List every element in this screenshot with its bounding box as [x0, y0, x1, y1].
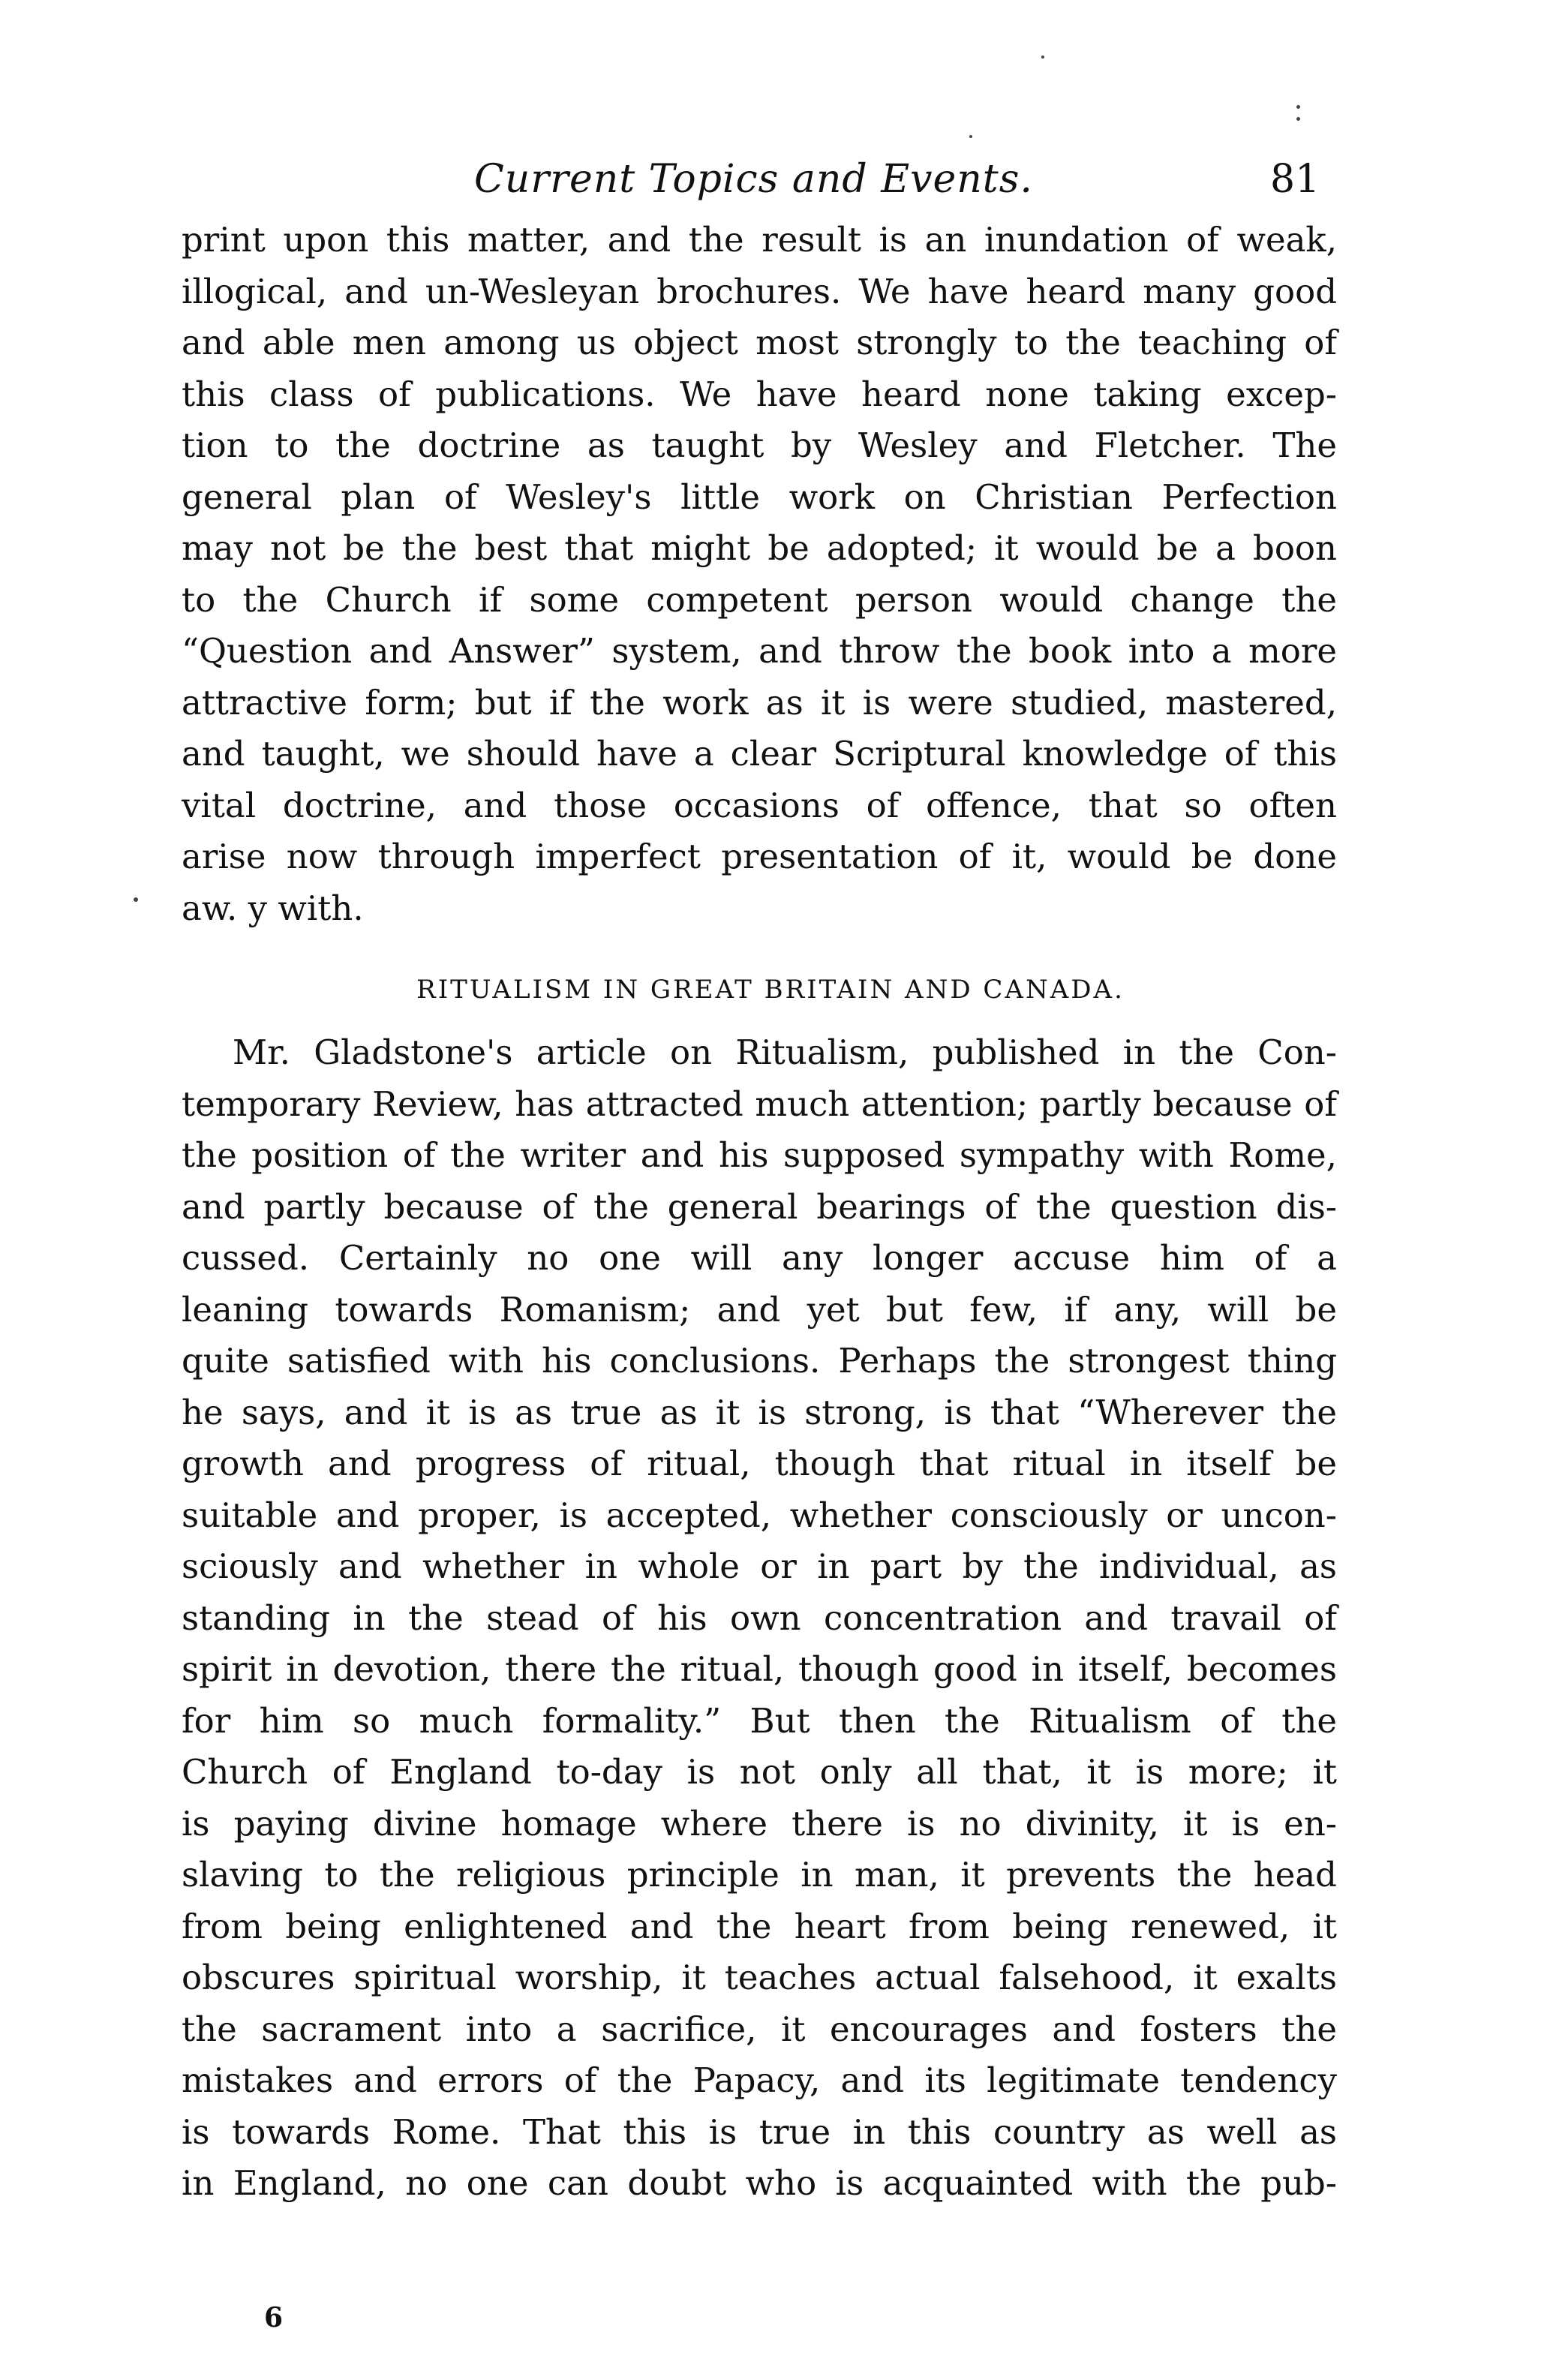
text-line: aw. y with. — [182, 888, 364, 928]
text-line: sciously and whether in whole or in part by the individual, as — [182, 1546, 1337, 1586]
text-line: suitable and proper, is accepted, whether consciously or uncon- — [182, 1495, 1337, 1535]
text-line: Church of England to-day is not only all that, it is more; it — [182, 1752, 1337, 1792]
text-line: “Question and Answer” system, and throw the book into a more — [182, 631, 1337, 671]
text-line: growth and progress of ritual, though that ritual in itself be — [182, 1444, 1337, 1483]
text-line: general plan of Wesley's little work on Christian Perfection — [182, 476, 1337, 517]
text-line: he says, and it is as true as it is strong, is that “Wherever the — [182, 1392, 1337, 1432]
text-line: slaving to the religious principle in man, it prevents the head — [182, 1855, 1337, 1895]
text-line: to the Church if some competent person would change the — [182, 579, 1337, 620]
section-heading: RITUALISM IN GREAT BRITAIN AND CANADA. — [416, 975, 1125, 1005]
running-title: Current Topics and Events. — [474, 157, 1033, 202]
text-line: vital doctrine, and those occasions of offence, that so often — [182, 785, 1337, 825]
text-line: Mr. Gladstone's article on Ritualism, published in the Con- — [233, 1032, 1337, 1072]
text-line: from being enlightened and the heart from being renewed, it — [182, 1906, 1337, 1946]
page-number: 81 — [1270, 157, 1320, 202]
text-line: the position of the writer and his supposed sympathy with Rome, — [182, 1135, 1337, 1175]
text-line: is paying divine homage where there is no divinity, it is en- — [182, 1803, 1337, 1844]
running-head — [0, 153, 1544, 206]
text-line: the sacrament into a sacrifice, it encourages and fosters the — [182, 2009, 1337, 2049]
text-line: in England, no one can doubt who is acquainted with the pub- — [182, 2163, 1337, 2203]
text-line: for him so much formality.” But then the Ritualism of the — [182, 1700, 1337, 1741]
text-line: temporary Review, has attracted much attention; partly because of — [182, 1083, 1337, 1124]
text-line: this class of publications. We have heard none taking excep- — [182, 374, 1337, 414]
text-line: arise now through imperfect presentation of it, would be done — [182, 837, 1337, 876]
text-line: leaning towards Romanism; and yet but few, if any, will be — [182, 1289, 1337, 1330]
text-line: illogical, and un-Wesleyan brochures. We have heard many good — [182, 271, 1337, 311]
text-line: standing in the stead of his own concentration and travail of — [182, 1597, 1337, 1638]
text-line: may not be the best that might be adopted; it would be a boon — [182, 528, 1337, 568]
print-speck — [969, 135, 972, 138]
text-line: and partly because of the general bearings of the question dis- — [182, 1186, 1337, 1227]
text-line: and able men among us object most strongly to the teaching of — [182, 323, 1337, 362]
text-line: tion to the doctrine as taught by Wesley and Fletcher. The — [182, 425, 1337, 465]
paragraph-ritualism — [182, 1027, 1337, 2210]
print-speck — [134, 897, 138, 902]
text-line: is towards Rome. That this is true in this country as well as — [182, 2111, 1337, 2152]
print-speck — [1296, 105, 1300, 109]
signature-mark: 6 — [264, 2302, 284, 2333]
body-text — [182, 215, 1337, 2210]
text-line: print upon this matter, and the result is an inundation of weak, — [182, 220, 1337, 260]
text-line: mistakes and errors of the Papacy, and its legitimate tendency — [182, 2060, 1337, 2100]
text-line: attractive form; but if the work as it is were studied, mastered, — [182, 682, 1337, 723]
text-line: obscures spiritual worship, it teaches actual falsehood, it exalts — [182, 1958, 1337, 1997]
print-speck — [1296, 117, 1300, 121]
text-line: cussed. Certainly no one will any longer accuse him of a — [182, 1238, 1337, 1278]
text-line: and taught, we should have a clear Scriptural knowledge of this — [182, 734, 1337, 774]
text-line: spirit in devotion, there the ritual, though good in itself, becomes — [182, 1649, 1337, 1689]
paragraph-continued — [182, 215, 1337, 934]
print-speck — [1041, 56, 1044, 59]
text-line: quite satisfied with his conclusions. Perhaps the strongest thing — [182, 1341, 1337, 1381]
